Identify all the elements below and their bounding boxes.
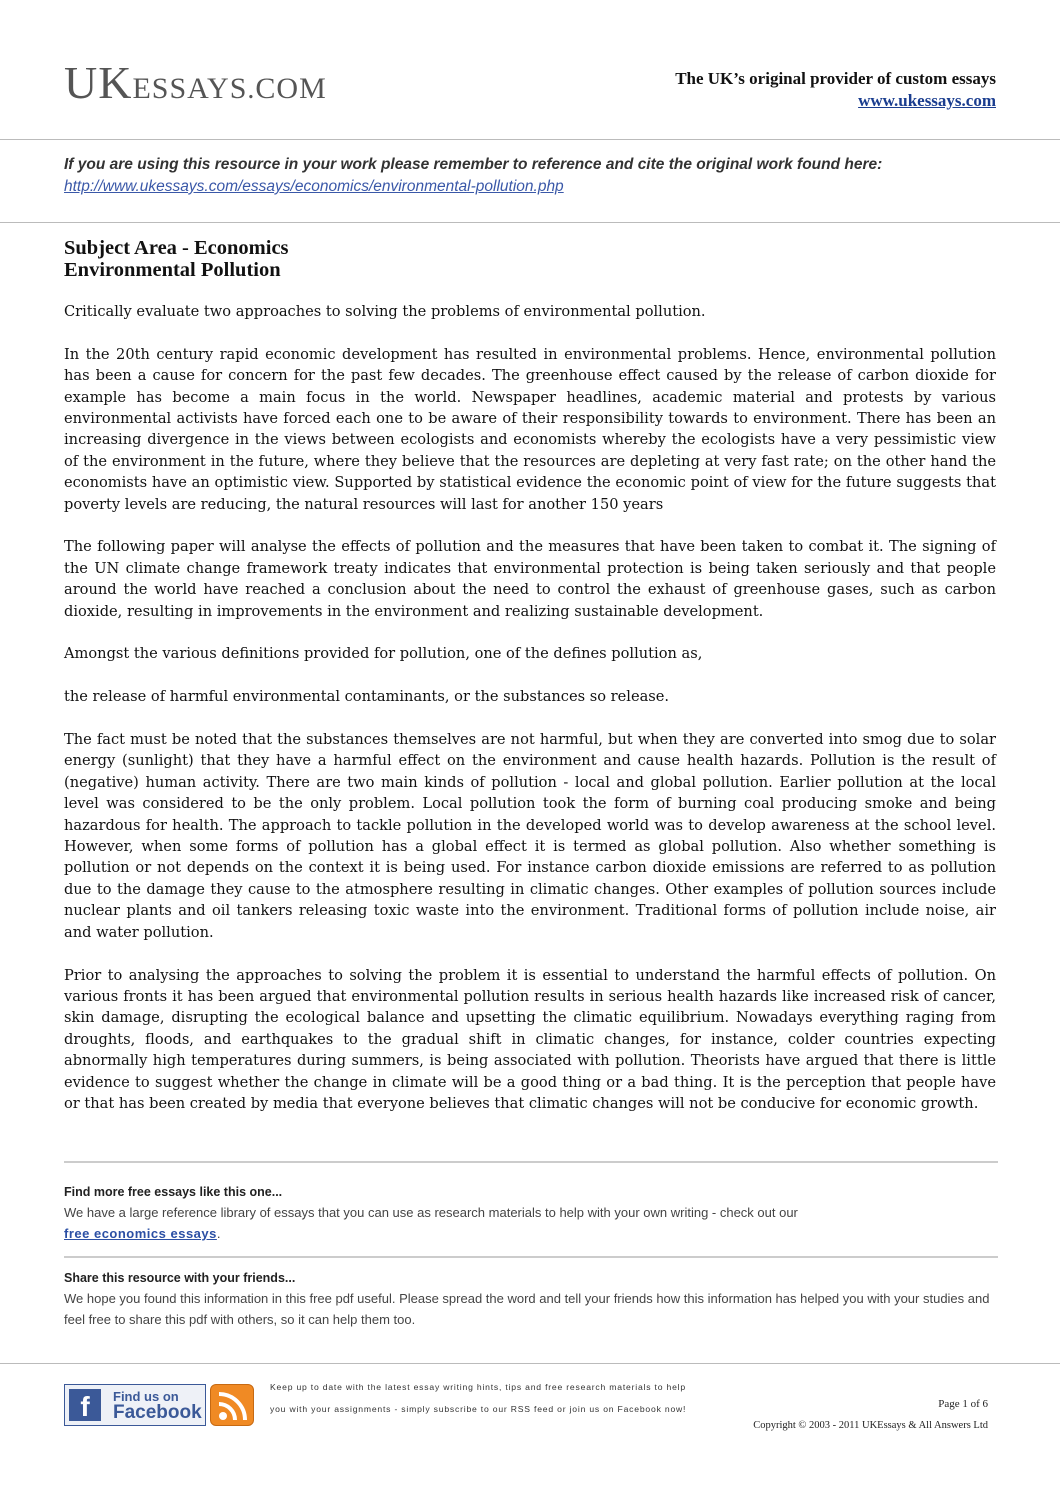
more-essays-text bbox=[64, 1202, 998, 1244]
share-text: We hope you found this information in this free pdf useful. Please spread the word and tell your friends how this information has helped you with your studies and feel free to share this pdf with others, so it can help them too. bbox=[64, 1291, 990, 1327]
divider bbox=[0, 139, 1060, 140]
citation-notice bbox=[64, 154, 1004, 198]
divider bbox=[64, 1256, 998, 1258]
facebook-label-small: Find us on bbox=[113, 1389, 179, 1404]
article-title: Environmental Pollution bbox=[64, 259, 281, 281]
rss-button[interactable] bbox=[210, 1384, 254, 1426]
header-tagline bbox=[675, 68, 996, 112]
more-essays-heading: Find more free essays like this one... bbox=[64, 1185, 283, 1199]
facebook-label-large: Facebook bbox=[113, 1402, 202, 1423]
paragraph: Critically evaluate two approaches to solving the problems of environmental pollution. bbox=[64, 303, 706, 320]
citation-note: If you are using this resource in your work please remember to reference and cite the original work found here: bbox=[64, 156, 883, 173]
share-section bbox=[64, 1268, 998, 1330]
copyright: Copyright © 2003 - 2011 UKEssays & All Answers Ltd bbox=[753, 1420, 988, 1431]
paragraph: The fact must be noted that the substances themselves are not harmful, but when they are converted into smog due to solar energy (sunlight) that they have a harmful effect on the environment and cause health hazards. Pollution is the result of (negative) human activity. There are two main kinds of pollution - local and global pollution. Earlier pollution at the local level was considered to be the only problem. Local pollution took the form of burning coal producing smoke and being hazardous for health. The approach to tackle pollution in the developed world was to develop awareness at the school level. However, when some forms of pollution has a global effect it is termed as global pollution. Also whether something is pollution or not depends on the context it is being used. For instance carbon dioxide emissions are referred to as pollution due to the damage they cause to the atmosphere resulting in climatic changes. Other examples of pollution sources include nuclear plants and oil tankers releasing toxic waste into the environment. Traditional forms of pollution include noise, air and water pollution. bbox=[64, 731, 996, 941]
page-header bbox=[0, 0, 1060, 130]
paragraph: the release of harmful environmental contaminants, or the substances so release. bbox=[64, 688, 670, 706]
more-essays-period: . bbox=[216, 1226, 221, 1241]
ukessays-logo[interactable] bbox=[64, 57, 327, 108]
logo-com: COM bbox=[255, 72, 327, 105]
facebook-button[interactable] bbox=[64, 1384, 206, 1426]
citation-url-link[interactable]: http://www.ukessays.com/essays/economics/environmental-pollution.php bbox=[64, 178, 564, 195]
subscribe-text: Keep up to date with the latest essay writing hints, tips and free research materials to help you with your assignments - simply subscribe to our RSS feed or join us on Facebook now! bbox=[270, 1382, 687, 1414]
site-url-link[interactable]: www.ukessays.com bbox=[858, 91, 996, 110]
logo-dot: . bbox=[247, 74, 256, 105]
paragraph: The following paper will analyse the effects of pollution and the measures that have been taken to combat it. The signing of the UN climate change framework treaty indicates that environmental protection is being taken seriously and that people around the world have reached a conclusion about the need to control the exhaust of greenhouse gases, such as carbon dioxide, resulting in improvements in the environment and realizing sustainable development. bbox=[64, 538, 996, 620]
page-number: Page 1 of 6 bbox=[938, 1398, 988, 1410]
subject-area: Subject Area - Economics bbox=[64, 237, 289, 259]
paragraph: In the 20th century rapid economic development has resulted in environmental problems. Hence, environmental pollution has been a cause for concern for the past few decades. The greenhouse effect caused by the release of carbon dioxide for example has become a main focus in the world. Newspaper headlines, academic material and protests by various environmental activists have forced each one to be aware of their responsibility towards to environment. There has been an increasing divergence in the views between ecologists and economists whereby the ecologists have a very pessimistic view of the environment in the future, where they believe that the resources are depleting at very fast rate; on the other hand the economists have an optimistic view. Supported by statistical evidence the economic point of view for the future suggests that poverty levels are reducing, the natural resources will last for another 150 years bbox=[64, 345, 996, 513]
more-essays-description: We have a large reference library of essays that you can use as research materials to help with your own writing - check out our bbox=[64, 1205, 798, 1220]
logo-uk: UK bbox=[64, 57, 133, 108]
free-economics-essays-link[interactable]: free economics essays bbox=[64, 1226, 217, 1241]
more-essays-section bbox=[64, 1182, 998, 1244]
tagline-text: The UK’s original provider of custom essays bbox=[675, 69, 996, 88]
share-heading: Share this resource with your friends... bbox=[64, 1271, 296, 1285]
paragraph: Amongst the various definitions provided for pollution, one of the defines pollution as, bbox=[64, 645, 703, 663]
logo-essays: ESSAYS bbox=[132, 72, 248, 105]
divider bbox=[0, 1363, 1060, 1364]
article-heading bbox=[64, 237, 996, 281]
rss-icon bbox=[217, 1390, 249, 1422]
facebook-icon: f bbox=[69, 1389, 101, 1421]
divider bbox=[64, 1161, 998, 1163]
divider bbox=[0, 222, 1060, 223]
paragraph: Prior to analysing the approaches to solving the problem it is essential to understand the harmful effects of pollution. On various fronts it has been argued that environmental pollution results in serious health hazards like increased risk of cancer, skin damage, disrupting the ecological balance and upsetting the climatic equilibrium. Nowadays everything raging from droughts, floods, and earthquakes to the gradual shift in climatic changes, for instance, colder countries expecting abnormally high temperatures during summers, is being associated with pollution. Theorists have argued that there is little evidence to suggest whether the change in climate will be a good thing or a bad thing. It is the perception that people have or that has been created by media that everyone believes that climatic changes will not be conducive for economic growth. bbox=[64, 966, 996, 1112]
article-body bbox=[64, 237, 996, 1136]
